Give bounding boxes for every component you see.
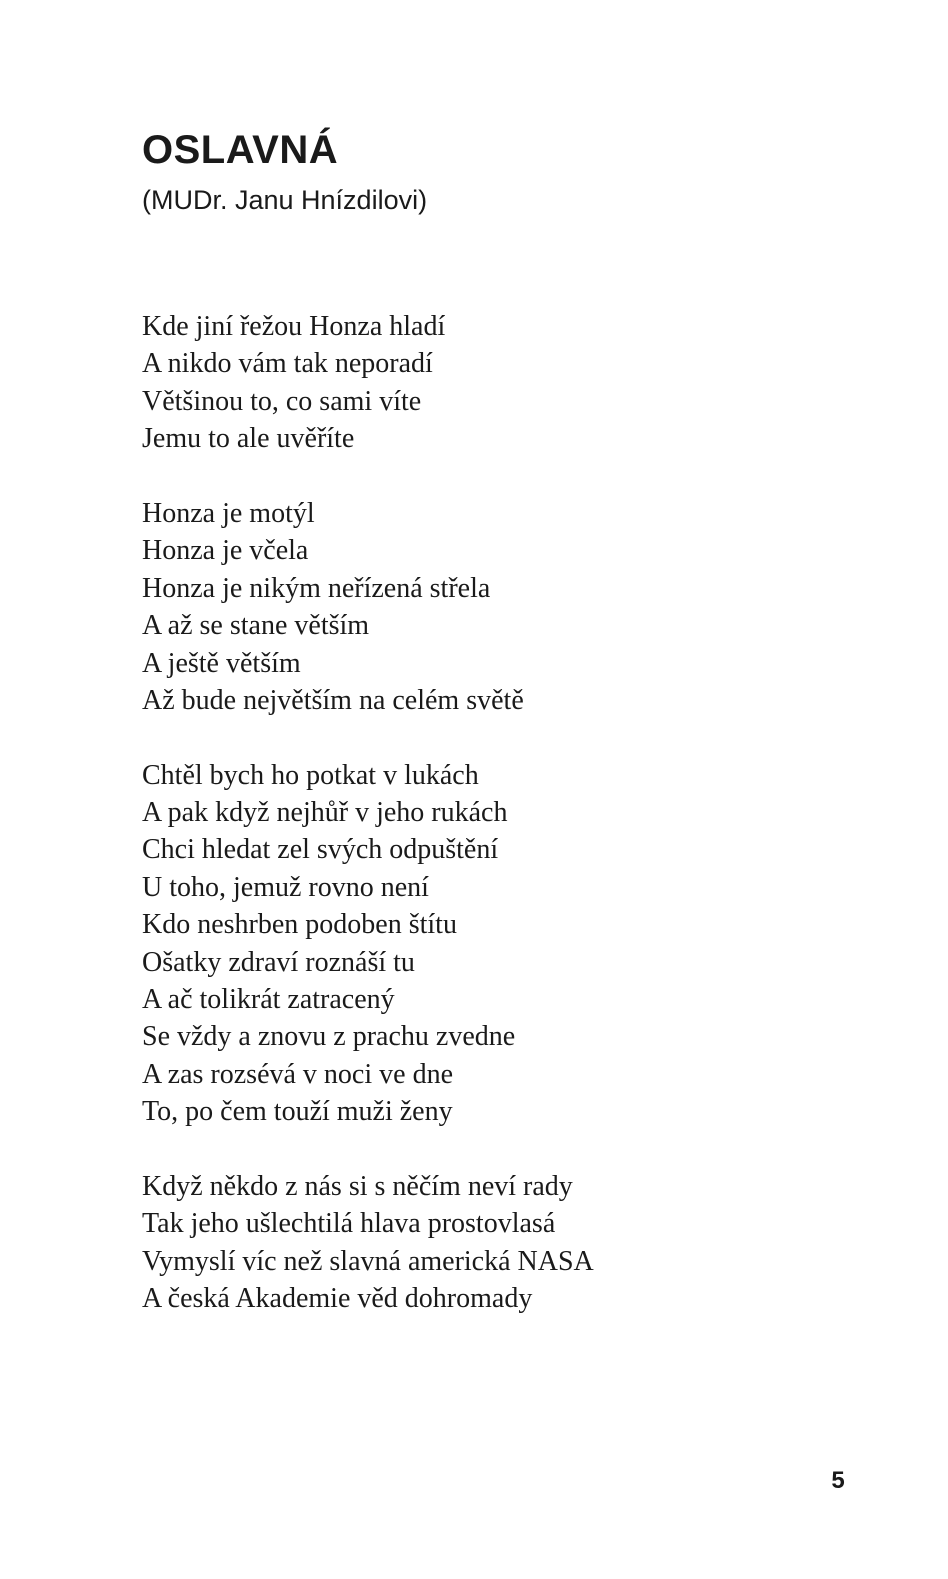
verse-line: A pak když nejhůř v jeho rukách	[142, 797, 508, 829]
poem-dedication: (MUDr. Janu Hnízdilovi)	[142, 185, 428, 215]
stanza-4	[142, 1168, 862, 1318]
verse-line: Vymyslí víc než slavná americká NASA	[142, 1245, 594, 1277]
stanza-3	[142, 757, 862, 1131]
page-number: 5	[831, 1467, 845, 1494]
poem-body	[142, 308, 862, 1355]
verse-line: A česká Akademie věd dohromady	[142, 1283, 533, 1315]
verse-line: Se vždy a znovu z prachu zvedne	[142, 1021, 516, 1053]
verse-line: Chci hledat zel svých odpuštění	[142, 834, 499, 866]
stanza-2	[142, 495, 862, 719]
verse-line: Honza je včela	[142, 535, 309, 567]
poem-title: OSLAVNÁ	[142, 128, 339, 172]
verse-line: U toho, jemuž rovno není	[142, 871, 429, 903]
verse-line: Většinou to, co sami víte	[142, 385, 422, 417]
verse-line: Honza je nikým neřízená střela	[142, 572, 491, 604]
verse-line: Chtěl bych ho potkat v lukách	[142, 759, 479, 791]
verse-line: Kdo neshrben podoben štítu	[142, 909, 457, 941]
verse-line: A ještě větším	[142, 647, 301, 679]
verse-line: Jemu to ale uvěříte	[142, 423, 355, 455]
verse-line: Když někdo z nás si s něčím neví rady	[142, 1170, 573, 1202]
verse-line: Honza je motýl	[142, 497, 315, 529]
verse-line: A až se stane větším	[142, 610, 370, 642]
verse-line: To, po čem touží muži ženy	[142, 1096, 453, 1128]
verse-line: A nikdo vám tak neporadí	[142, 348, 433, 380]
stanza-1	[142, 308, 862, 458]
verse-line: Kde jiní řežou Honza hladí	[142, 311, 446, 342]
verse-line: A zas rozsévá v noci ve dne	[142, 1058, 453, 1090]
verse-line: Tak jeho ušlechtilá hlava prostovlasá	[142, 1208, 556, 1240]
verse-line: Až bude největším na celém světě	[142, 684, 524, 716]
verse-line: Ošatky zdraví roznáší tu	[142, 946, 415, 978]
verse-line: A ač tolikrát zatracený	[142, 984, 395, 1016]
